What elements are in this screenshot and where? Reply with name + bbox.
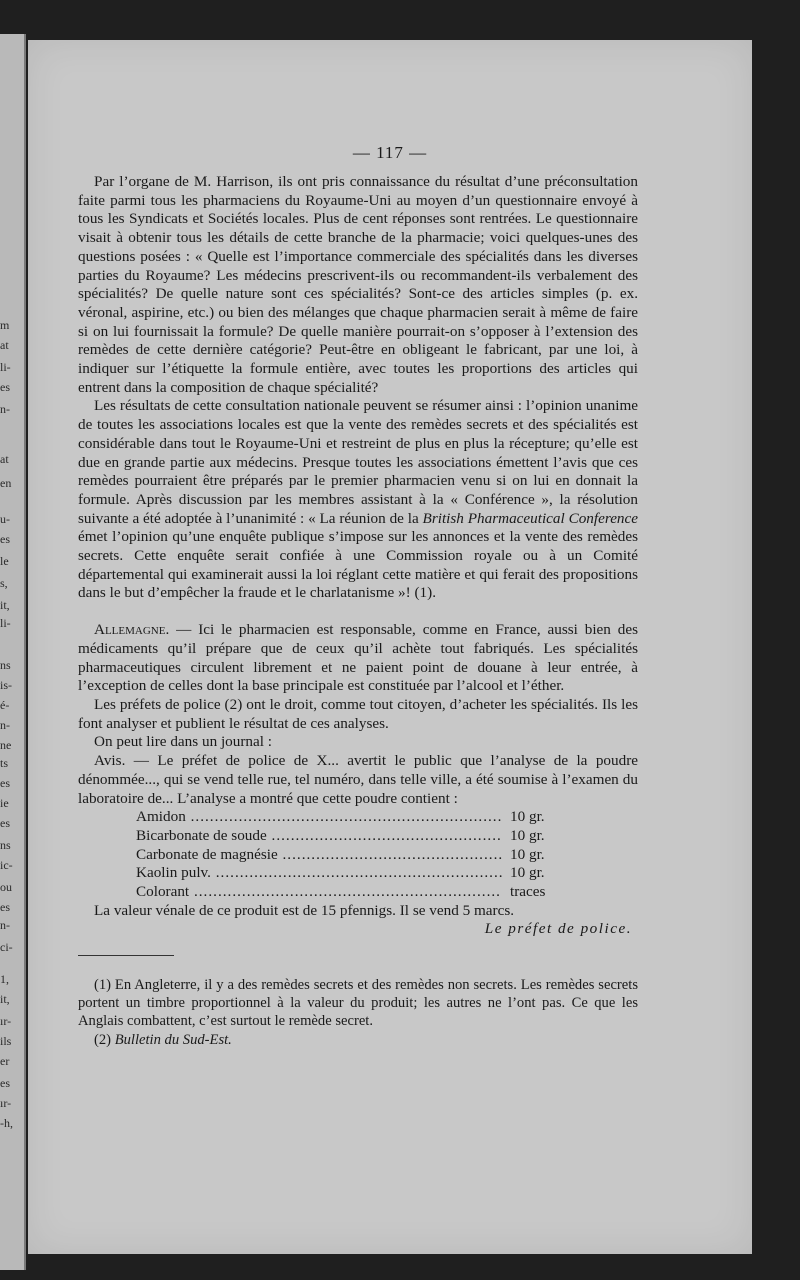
- ingredient-name: Carbonate de magnésie .....: [136, 846, 502, 865]
- ingredient-name: Bicarbonate de soude .....: [136, 827, 502, 846]
- paragraph-allemagne: [78, 621, 638, 696]
- section-heading-allemagne: Allemagne: [94, 621, 166, 639]
- facing-page-fragment: ci-: [0, 940, 13, 954]
- ingredient-name: Kaolin pulv. .....: [136, 864, 502, 883]
- allemagne-text: . — Ici le pharmacien est responsable, comme en France, aussi bien des médicaments qu’il prépare que de ceux qu’il achète tout fabriqués. Les spécialités pharmaceutiques circulent librement et ne paient point de douane à leur entrée, à l’exception de celles dont la base principale est constituée par l’alcool et l’éther.: [78, 621, 638, 695]
- facing-page-fragment: é-: [0, 698, 10, 712]
- facing-page-fragment: es: [0, 776, 10, 790]
- ingredient-list: [136, 808, 558, 901]
- facing-page-fragment: at: [0, 338, 9, 352]
- facing-page-fragment: ır-: [0, 1096, 12, 1110]
- facing-page-fragment: es: [0, 532, 10, 546]
- ingredient-qty: 10 gr.: [510, 826, 545, 844]
- footnote-2: [78, 1031, 638, 1049]
- ingredient-qty: 10 gr.: [510, 808, 545, 826]
- ingredient-qty: 10 gr.: [510, 845, 545, 863]
- facing-page-fragment: es: [0, 816, 10, 830]
- paragraph-resultats: [78, 397, 638, 603]
- footnotes: [78, 976, 638, 1049]
- facing-page-fragment: ne: [0, 738, 12, 752]
- facing-page-fragment: ns: [0, 838, 11, 852]
- paragraph-resultats-text: Les résultats de cette consultation nationale peuvent se résumer ainsi : l’opinion unanime de toutes les associations locales est que la vente des remèdes secrets et des spécialités est considérable dans tout le Royaume-Uni et restreint de plus en plus la récepture; qu’elle est due en grande partie aux médecins. Presque toutes les associations émettent l’avis que ces remèdes pourraient être préparés par le premier pharmacien venu si on lui en donnait la formule. Après discussion par les membres assistant à la « Conférence », la résolution suivante a été adoptée à l’unanimité : « La réunion de la: [78, 397, 638, 527]
- footnote-1: (1) En Angleterre, il y a des remèdes secrets et des remèdes non secrets. Les remèdes secrets portent un timbre proportionnel à la valeur du produit; les autres ne l’ont pas. Ce que les Anglais combattent, c’est surtout le remède secret.: [78, 977, 638, 1030]
- facing-page-fragment: es: [0, 900, 10, 914]
- paragraph-journal: On peut lire dans un journal :: [94, 733, 272, 751]
- facing-page-fragment: ır-: [0, 1014, 12, 1028]
- facing-page-fragment: is-: [0, 678, 12, 692]
- facing-page-fragment: es: [0, 380, 10, 394]
- ingredient-row: [136, 827, 558, 846]
- facing-page-fragment: m: [0, 318, 10, 332]
- book-page: [28, 40, 752, 1254]
- ingredient-row: [136, 883, 558, 902]
- page-body: [78, 173, 638, 1049]
- facing-page-fragment: u-: [0, 512, 10, 526]
- facing-page-fragment: en: [0, 476, 12, 490]
- ingredient-name: Amidon .....: [136, 808, 502, 827]
- facing-page-fragment: ic-: [0, 858, 13, 872]
- facing-page-fragment: n-: [0, 718, 10, 732]
- ingredient-qty: 10 gr.: [510, 864, 545, 882]
- paragraph-harrison: Par l’organe de M. Harrison, ils ont pris connaissance du résultat d’une préconsultation faite parmi tous les pharmaciens du Royaume-Uni au moyen d’un questionnaire envoyé à tous les Syndicats et Sociétés locales. Plus de cent réponses sont rentrées. Le questionnaire visait à obtenir tous les détails de cette branche de la pharmacie; voici quelques-unes des questions posées : « Quelle est l’importance commerciale des spécialités dans les diverses parties du Royaume? Les médecins prescrivent-ils ou recommandent-ils verbalement des spécialités? De quelle nature sont ces spécialités? Sont-ce des articles simples (p. ex. véronal, aspirine, etc.) ou bien des mélanges que chaque pharmacien serait à même de faire si on lui fournissait la formule? De quelle manière pourrait-on s’opposer à l’extension des remèdes de cette dernière catégorie? Peut-être en obligeant le fabricant, par une loi, à indiquer sur l’étiquette la formule entière, avec toutes les proportions des articles qui entrent dans la composition de chaque spécialité?: [78, 173, 638, 396]
- facing-page-fragment: it,: [0, 992, 10, 1006]
- ingredient-qty: traces: [510, 882, 546, 900]
- facing-page-fragment: at: [0, 452, 9, 466]
- facing-page-fragment: -h,: [0, 1116, 13, 1130]
- facing-page-fragment: n-: [0, 402, 10, 416]
- facing-page-fragment: es: [0, 1076, 10, 1090]
- footnote-2-title: Bulletin du Sud-Est.: [114, 1031, 232, 1048]
- page-number: — 117 —: [352, 143, 428, 162]
- signature: Le préfet de police.: [484, 920, 632, 938]
- facing-page-fragment: ou: [0, 880, 12, 894]
- footnote-2-number: (2): [94, 1031, 112, 1048]
- facing-page-fragment: it,: [0, 598, 10, 612]
- paragraph-prefets: Les préfets de police (2) ont le droit, comme tout citoyen, d’acheter les spécialités. Ils les font analyser et publient le résultat de ces analyses.: [78, 695, 638, 732]
- facing-page-fragment: n-: [0, 918, 10, 932]
- ingredient-row: [136, 846, 558, 865]
- facing-page-fragment: li-: [0, 616, 11, 630]
- ingredient-row: [136, 864, 558, 883]
- paragraph-avis: Avis. — Le préfet de police de X... avertit le public que l’analyse de la poudre dénommée..., qui se vend telle rue, tel numéro, dans telle ville, a été soumise à l’examen du laboratoire de... L’analyse a montré que cette poudre contient :: [78, 752, 638, 807]
- footnote-divider: [78, 955, 174, 956]
- facing-page-fragment: le: [0, 554, 9, 568]
- facing-page-fragment: ils: [0, 1034, 12, 1048]
- paragraph-valeur: La valeur vénale de ce produit est de 15 pfennigs. Il se vend 5 marcs.: [94, 901, 515, 919]
- paragraph-resultats-end: émet l’opinion qu’une enquête publique s’impose sur les annonces et la vente des remèdes secrets. Cette enquête serait confiée à une Commission royale ou à un Comité départemental qui examinerait aussi la loi réglant cette matière et qui ferait des propositions dans le but d’empêcher la fraude et le charlatanisme »! (1).: [78, 528, 638, 602]
- facing-page-fragment: s,: [0, 576, 8, 590]
- facing-page-fragment: ts: [0, 756, 9, 770]
- ingredient-row: [136, 808, 558, 827]
- facing-page-fragment: 1,: [0, 972, 9, 986]
- facing-page-fragment: li-: [0, 360, 11, 374]
- conference-name: British Pharmaceutical Conference: [422, 509, 639, 527]
- facing-page-fragment: er: [0, 1054, 10, 1068]
- ingredient-name: Colorant .....: [136, 883, 502, 902]
- facing-page-fragment: ie: [0, 796, 9, 810]
- facing-page-edge: [0, 34, 26, 1270]
- facing-page-fragment: ns: [0, 658, 11, 672]
